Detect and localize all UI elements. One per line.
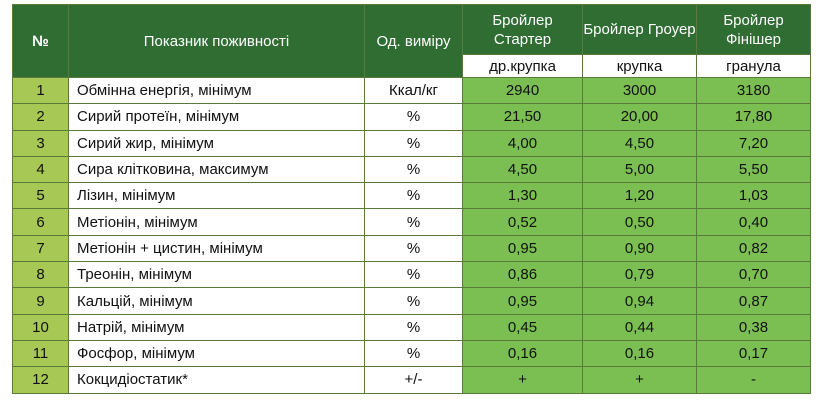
row-unit: % <box>365 209 463 235</box>
form-grower: крупка <box>583 55 697 78</box>
row-unit: % <box>365 183 463 209</box>
row-value-finisher: 1,03 <box>697 183 811 209</box>
row-number: 10 <box>13 314 69 340</box>
header-broiler-grower: Бройлер Гроуер <box>583 5 697 55</box>
row-value-starter: 0,16 <box>463 340 583 366</box>
row-value-starter: 0,45 <box>463 314 583 340</box>
row-number: 6 <box>13 209 69 235</box>
nutrition-table <box>12 4 811 394</box>
header-broiler-starter: Бройлер Стартер <box>463 5 583 55</box>
row-value-finisher: 0,17 <box>697 340 811 366</box>
header-broiler-finisher: Бройлер Фінішер <box>697 5 811 55</box>
row-value-starter: 0,95 <box>463 288 583 314</box>
table-row <box>13 262 811 288</box>
row-value-finisher: 5,50 <box>697 156 811 182</box>
row-indicator: Обмінна енергія, мінімум <box>69 78 365 104</box>
row-number: 8 <box>13 262 69 288</box>
row-value-finisher: 0,70 <box>697 262 811 288</box>
row-value-grower: 0,16 <box>583 340 697 366</box>
row-value-starter: 4,50 <box>463 156 583 182</box>
row-indicator: Сирий протеїн, мінімум <box>69 104 365 130</box>
row-indicator: Сира клітковина, максимум <box>69 156 365 182</box>
row-unit: % <box>365 262 463 288</box>
row-value-grower: 0,79 <box>583 262 697 288</box>
row-value-finisher: 0,87 <box>697 288 811 314</box>
row-unit: Ккал/кг <box>365 78 463 104</box>
row-value-finisher: 7,20 <box>697 130 811 156</box>
row-indicator: Натрій, мінімум <box>69 314 365 340</box>
row-value-grower: 0,44 <box>583 314 697 340</box>
row-number: 7 <box>13 235 69 261</box>
row-indicator: Треонін, мінімум <box>69 262 365 288</box>
table-row <box>13 340 811 366</box>
row-indicator: Кальцій, мінімум <box>69 288 365 314</box>
table-row <box>13 78 811 104</box>
row-value-starter: 0,95 <box>463 235 583 261</box>
header-number: № <box>13 5 69 78</box>
row-number: 12 <box>13 367 69 393</box>
row-unit: % <box>365 314 463 340</box>
row-indicator: Лізин, мінімум <box>69 183 365 209</box>
row-unit: % <box>365 340 463 366</box>
row-value-grower: 5,00 <box>583 156 697 182</box>
row-value-grower: 3000 <box>583 78 697 104</box>
table-row <box>13 156 811 182</box>
table-row <box>13 235 811 261</box>
header-unit: Од. виміру <box>365 5 463 78</box>
row-value-grower: 0,90 <box>583 235 697 261</box>
row-value-starter: + <box>463 367 583 393</box>
row-indicator: Сирий жир, мінімум <box>69 130 365 156</box>
row-unit: % <box>365 104 463 130</box>
row-number: 9 <box>13 288 69 314</box>
row-value-finisher: 17,80 <box>697 104 811 130</box>
row-value-grower: 1,20 <box>583 183 697 209</box>
table-row <box>13 130 811 156</box>
row-number: 4 <box>13 156 69 182</box>
row-value-grower: 0,50 <box>583 209 697 235</box>
nutrition-table-container <box>12 4 810 394</box>
row-value-starter: 0,86 <box>463 262 583 288</box>
row-value-grower: 20,00 <box>583 104 697 130</box>
row-value-starter: 21,50 <box>463 104 583 130</box>
table-row <box>13 104 811 130</box>
row-number: 3 <box>13 130 69 156</box>
table-row <box>13 209 811 235</box>
row-value-finisher: 0,40 <box>697 209 811 235</box>
row-value-finisher: - <box>697 367 811 393</box>
row-value-grower: 0,94 <box>583 288 697 314</box>
row-unit: % <box>365 235 463 261</box>
row-value-grower: + <box>583 367 697 393</box>
header-indicator: Показник поживності <box>69 5 365 78</box>
row-number: 11 <box>13 340 69 366</box>
row-value-finisher: 3180 <box>697 78 811 104</box>
row-indicator: Фосфор, мінімум <box>69 340 365 366</box>
row-number: 2 <box>13 104 69 130</box>
row-unit: % <box>365 130 463 156</box>
row-unit: % <box>365 288 463 314</box>
table-row <box>13 288 811 314</box>
row-value-grower: 4,50 <box>583 130 697 156</box>
row-value-finisher: 0,38 <box>697 314 811 340</box>
row-value-starter: 0,52 <box>463 209 583 235</box>
row-unit: % <box>365 156 463 182</box>
row-number: 1 <box>13 78 69 104</box>
row-value-finisher: 0,82 <box>697 235 811 261</box>
row-value-starter: 2940 <box>463 78 583 104</box>
row-indicator: Кокцидіостатик* <box>69 367 365 393</box>
table-row <box>13 314 811 340</box>
row-unit: +/- <box>365 367 463 393</box>
table-row <box>13 183 811 209</box>
row-indicator: Метіонін + цистин, мінімум <box>69 235 365 261</box>
form-starter: др.крупка <box>463 55 583 78</box>
row-number: 5 <box>13 183 69 209</box>
form-finisher: гранула <box>697 55 811 78</box>
table-row <box>13 367 811 393</box>
row-indicator: Метіонін, мінімум <box>69 209 365 235</box>
row-value-starter: 1,30 <box>463 183 583 209</box>
row-value-starter: 4,00 <box>463 130 583 156</box>
